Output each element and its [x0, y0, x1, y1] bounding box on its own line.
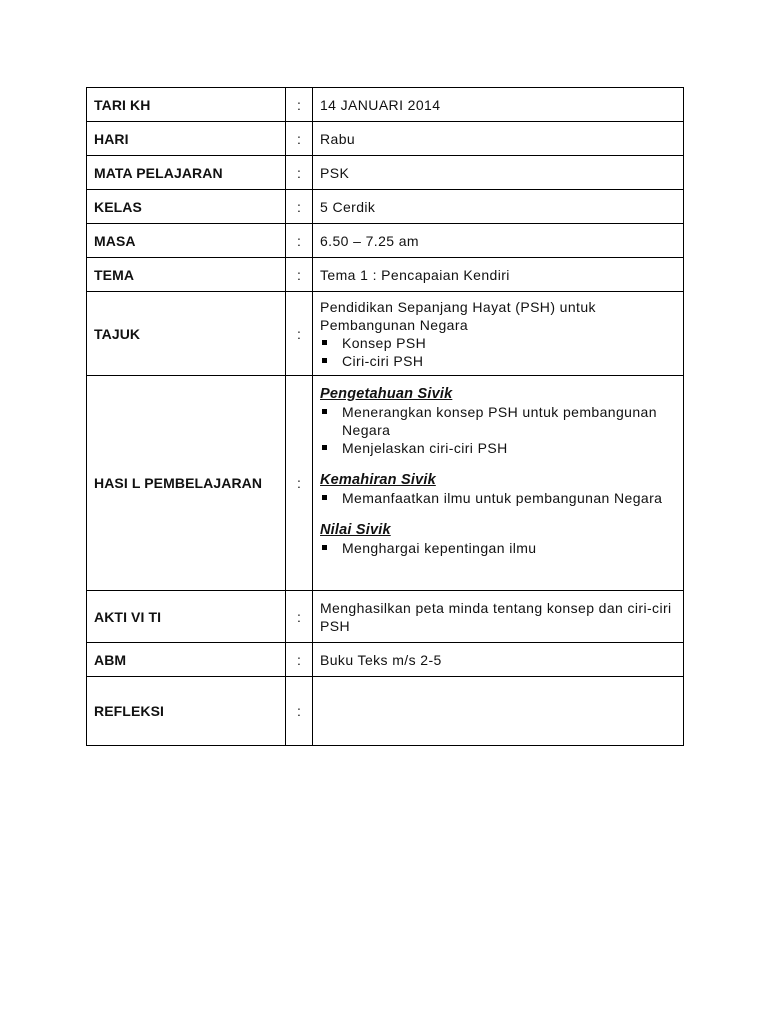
- colon: :: [286, 591, 313, 643]
- section-list: [320, 403, 676, 457]
- row-refleksi: [87, 677, 684, 746]
- colon: :: [286, 224, 313, 258]
- value-kelas: 5 Cerdik: [313, 190, 684, 224]
- value-refleksi: [313, 677, 684, 746]
- colon: :: [286, 88, 313, 122]
- value-hasil-pembelajaran: [313, 376, 684, 591]
- value-mata-pelajaran: PSK: [313, 156, 684, 190]
- row-tajuk: [87, 292, 684, 376]
- label-aktiviti: AKTI VI TI: [87, 591, 286, 643]
- value-hari: Rabu: [313, 122, 684, 156]
- label-tarikh: TARI KH: [87, 88, 286, 122]
- label-tema: TEMA: [87, 258, 286, 292]
- section-pengetahuan-sivik: [320, 385, 676, 457]
- list-item: Menghargai kepentingan ilmu: [320, 539, 676, 557]
- colon: :: [286, 677, 313, 746]
- section-list: [320, 489, 676, 507]
- value-aktiviti: Menghasilkan peta minda tentang konsep dan ciri-ciri PSH: [313, 591, 684, 643]
- section-nilai-sivik: [320, 521, 676, 557]
- section-kemahiran-sivik: [320, 471, 676, 507]
- row-abm: [87, 643, 684, 677]
- value-tema: Tema 1 : Pencapaian Kendiri: [313, 258, 684, 292]
- tajuk-list: [320, 334, 676, 370]
- colon: :: [286, 643, 313, 677]
- colon: :: [286, 122, 313, 156]
- colon: :: [286, 258, 313, 292]
- section-heading: Nilai Sivik: [320, 522, 391, 538]
- section-heading: Pengetahuan Sivik: [320, 386, 453, 402]
- value-tarikh: 14 JANUARI 2014: [313, 88, 684, 122]
- colon: :: [286, 156, 313, 190]
- list-item: Memanfaatkan ilmu untuk pembangunan Negara: [320, 489, 676, 507]
- row-tema: [87, 258, 684, 292]
- tajuk-intro: Pendidikan Sepanjang Hayat (PSH) untuk Pembangunan Negara: [320, 298, 596, 333]
- row-mata-pelajaran: [87, 156, 684, 190]
- label-abm: ABM: [87, 643, 286, 677]
- row-masa: [87, 224, 684, 258]
- colon: :: [286, 376, 313, 591]
- row-hari: [87, 122, 684, 156]
- label-refleksi: REFLEKSI: [87, 677, 286, 746]
- row-kelas: [87, 190, 684, 224]
- list-item: Menerangkan konsep PSH untuk pembangunan Negara: [320, 403, 676, 439]
- list-item: Ciri-ciri PSH: [320, 352, 676, 370]
- label-hasil-pembelajaran: HASI L PEMBELAJARAN: [87, 376, 286, 591]
- colon: :: [286, 190, 313, 224]
- value-abm: Buku Teks m/s 2-5: [313, 643, 684, 677]
- lesson-plan-table: [86, 87, 684, 746]
- list-item: Konsep PSH: [320, 334, 676, 352]
- row-hasil-pembelajaran: [87, 376, 684, 591]
- row-tarikh: [87, 88, 684, 122]
- value-masa: 6.50 – 7.25 am: [313, 224, 684, 258]
- row-aktiviti: [87, 591, 684, 643]
- list-item: Menjelaskan ciri-ciri PSH: [320, 439, 676, 457]
- label-masa: MASA: [87, 224, 286, 258]
- section-heading: Kemahiran Sivik: [320, 472, 436, 488]
- label-hari: HARI: [87, 122, 286, 156]
- value-tajuk: [313, 292, 684, 376]
- label-tajuk: TAJUK: [87, 292, 286, 376]
- section-list: [320, 539, 676, 557]
- colon: :: [286, 292, 313, 376]
- label-mata-pelajaran: MATA PELAJARAN: [87, 156, 286, 190]
- label-kelas: KELAS: [87, 190, 286, 224]
